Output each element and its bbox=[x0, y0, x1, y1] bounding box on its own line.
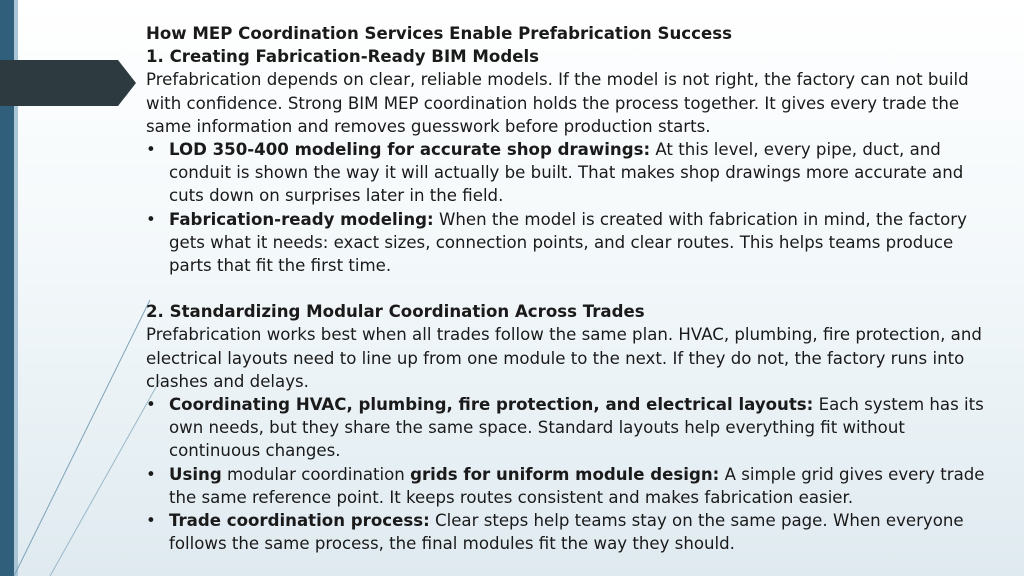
list-item bbox=[146, 463, 998, 509]
bullet-text: When the model is created with fabrication in mind, the factory gets what it needs: exact sizes, connection points, and clear routes. This helps teams produce parts that fit the first time. bbox=[169, 209, 967, 276]
section-1-intro: Prefabrication depends on clear, reliable models. If the model is not right, the factory can not build with confidence. Strong BIM MEP coordination holds the process together. It gives every trade the same information and removes guesswork before production starts. bbox=[146, 70, 969, 136]
bullet-bold: Coordinating HVAC, plumbing, fire protection, and electrical layouts: bbox=[169, 395, 814, 415]
diagonal-line-2 bbox=[50, 380, 160, 576]
bullet-dot: • bbox=[146, 209, 156, 229]
bullet-mid-text: modular coordination bbox=[221, 464, 411, 484]
bullet-text: At this level, every pipe, duct, and conduit is shown the way it will actually be built. That makes shop drawings more accurate and cuts down on surprises later in the field. bbox=[169, 140, 964, 206]
section-2-intro: Prefabrication works best when all trades follow the same plan. HVAC, plumbing, fire protection, and electrical layouts need to line up from one module to the next. If they do not, the factory runs into clashes and delays. bbox=[146, 325, 982, 391]
decorative-left-art bbox=[0, 0, 160, 576]
slide-title: How MEP Coordination Services Enable Prefabrication Success bbox=[146, 24, 732, 43]
section-2-bullets bbox=[146, 393, 998, 555]
bullet-bold: LOD 350-400 modeling for accurate shop drawings: bbox=[169, 140, 651, 160]
section-2-heading: 2. Standardizing Modular Coordination Across Trades bbox=[146, 302, 645, 322]
arrow-tab bbox=[0, 60, 136, 106]
bullet-bold: Trade coordination process: bbox=[169, 511, 430, 531]
list-item bbox=[146, 509, 998, 555]
bullet-bold: Fabrication-ready modeling: bbox=[169, 209, 434, 229]
section-1-bullets bbox=[146, 138, 998, 277]
bullet-dot: • bbox=[146, 511, 156, 531]
list-item bbox=[146, 138, 998, 208]
bullet-dot: • bbox=[146, 464, 156, 484]
bullet-dot: • bbox=[146, 395, 156, 415]
bullet-text: A simple grid gives every trade the same reference point. It keeps routes consistent and makes fabrication easier. bbox=[169, 464, 985, 507]
bullet-bold: Using bbox=[169, 464, 222, 484]
slide-content bbox=[146, 22, 998, 555]
section-1-heading: 1. Creating Fabrication-Ready BIM Models bbox=[146, 47, 540, 67]
list-item bbox=[146, 208, 998, 278]
bullet-text: Each system has its own needs, but they share the same space. Standard layouts help everything fit without continuous changes. bbox=[169, 395, 984, 461]
diagonal-line-1 bbox=[14, 300, 150, 576]
bullet-text: Clear steps help teams stay on the same page. When everyone follows the same process, the final modules fit the way they should. bbox=[169, 511, 964, 554]
bullet-dot: • bbox=[146, 140, 156, 160]
list-item bbox=[146, 393, 998, 463]
bullet-bold-2: grids for uniform module design: bbox=[410, 464, 720, 484]
